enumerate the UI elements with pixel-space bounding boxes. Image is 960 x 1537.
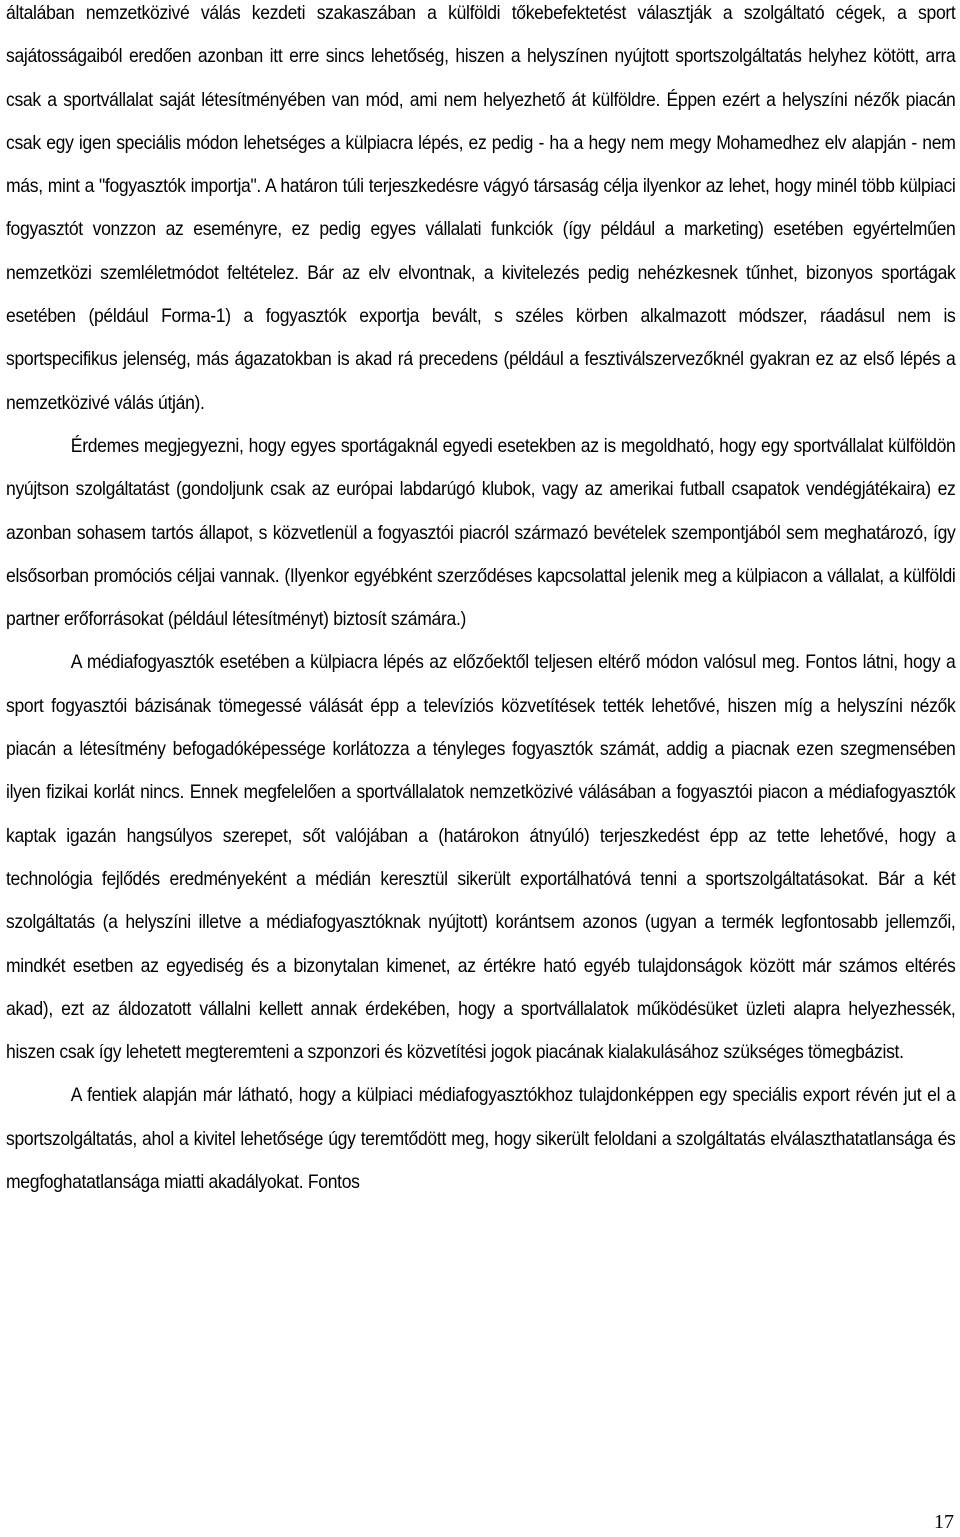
paragraph-3: A médiafogyasztók esetében a külpiacra lépés az előzőektől teljesen eltérő módon valósul meg. Fontos látni, hogy a sport fogyasztói bázisának tömegessé válását épp a televíziós közvetítések tették lehetővé, hiszen míg a helyszíni nézők piacán a létesítmény befogadóképessége korlátozza a tényleges fogyasztók számát, addig a piacnak ezen szegmensében ilyen fizikai korlát nincs. Ennek megfelelően a sportvállalatok nemzetközivé válásában a fogyasztói piacon a médiafogyasztók kaptak igazán hangsúlyos szerepet, sőt valójában a (határokon átnyúló) terjeszkedést épp az tette lehetővé, hogy a technológia fejlődés eredményeként a médián keresztül sikerült exportálhatóvá tenni a sportszolgáltatásokat. Bár a két szolgáltatás (a helyszíni illetve a médiafogyasztóknak nyújtott) korántsem azonos (ugyan a termék legfontosabb jellemzői, mindkét esetben az egyediség és a bizonytalan kimenet, az értékre ható egyéb tulajdonságok között már számos eltérés akad), ezt az áldozatott vállalni kellett annak érdekében, hogy a sportvállalatok működésüket üzleti alapra helyezhessék, hiszen csak így lehetett megteremteni a szponzori és közvetítési jogok piacának kialakulásához szükséges tömegbázist. <box>6 651 956 1064</box>
paragraph-2: Érdemes megjegyezni, hogy egyes sportágaknál egyedi esetekben az is megoldható, hogy egy sportvállalat külföldön nyújtson szolgáltatást (gondoljunk csak az európai labdarúgó klubok, vagy az amerikai futball csapatok vendégjátékaira) ez azonban sohasem tartós állapot, s közvetlenül a fogyasztói piacról származó bevételek szempontjából sem meghatározó, így elsősorban promóciós céljai vannak. (Ilyenkor egyébként szerződéses kapcsolattal jelenik meg a külpiacon a vállalat, a külföldi partner erőforrásokat (például létesítményt) biztosít számára.) <box>6 434 956 631</box>
document-page <box>6 0 956 1204</box>
page-number: 17 <box>934 1511 954 1533</box>
paragraph-4: A fentiek alapján már látható, hogy a külpiaci médiafogyasztókhoz tulajdonképpen egy speciális export révén jut el a sportszolgáltatás, ahol a kivitel lehetősége úgy teremtődött meg, hogy sikerült feloldani a szolgáltatás elválaszthatatlansága és megfoghatatlansága miatti akadályokat. Fontos <box>6 1084 956 1194</box>
paragraph-1: általában nemzetközivé válás kezdeti szakaszában a külföldi tőkebefektetést választják a szolgáltató cégek, a sport sajátosságaiból eredően azonban itt erre sincs lehetőség, hiszen a helyszínen nyújtott sportszolgáltatás helyhez kötött, arra csak a sportvállalat saját létesítményében van mód, ami nem helyezhető át külföldre. Éppen ezért a helyszíni nézők piacán csak egy igen speciális módon lehetséges a külpiacra lépés, ez pedig - ha a hegy nem megy Mohamedhez elv alapján - nem más, mint a "fogyasztók importja". A határon túli terjeszkedésre vágyó társaság célja ilyenkor az lehet, hogy minél több külpiaci fogyasztót vonzzon az eseményre, ez pedig egyes vállalati funkciók (így például a marketing) esetében egyértelműen nemzetközi szemléletmódot feltételez. Bár az elv elvontnak, a kivitelezés pedig nehézkesnek tűnhet, bizonyos sportágak esetében (például Forma-1) a fogyasztók exportja bevált, s széles körben alkalmazott módszer, ráadásul nem is sportspecifikus jelenség, más ágazatokban is akad rá precedens (például a fesztiválszervezőknél gyakran ez az első lépés a nemzetközivé válás útján). <box>6 2 956 414</box>
